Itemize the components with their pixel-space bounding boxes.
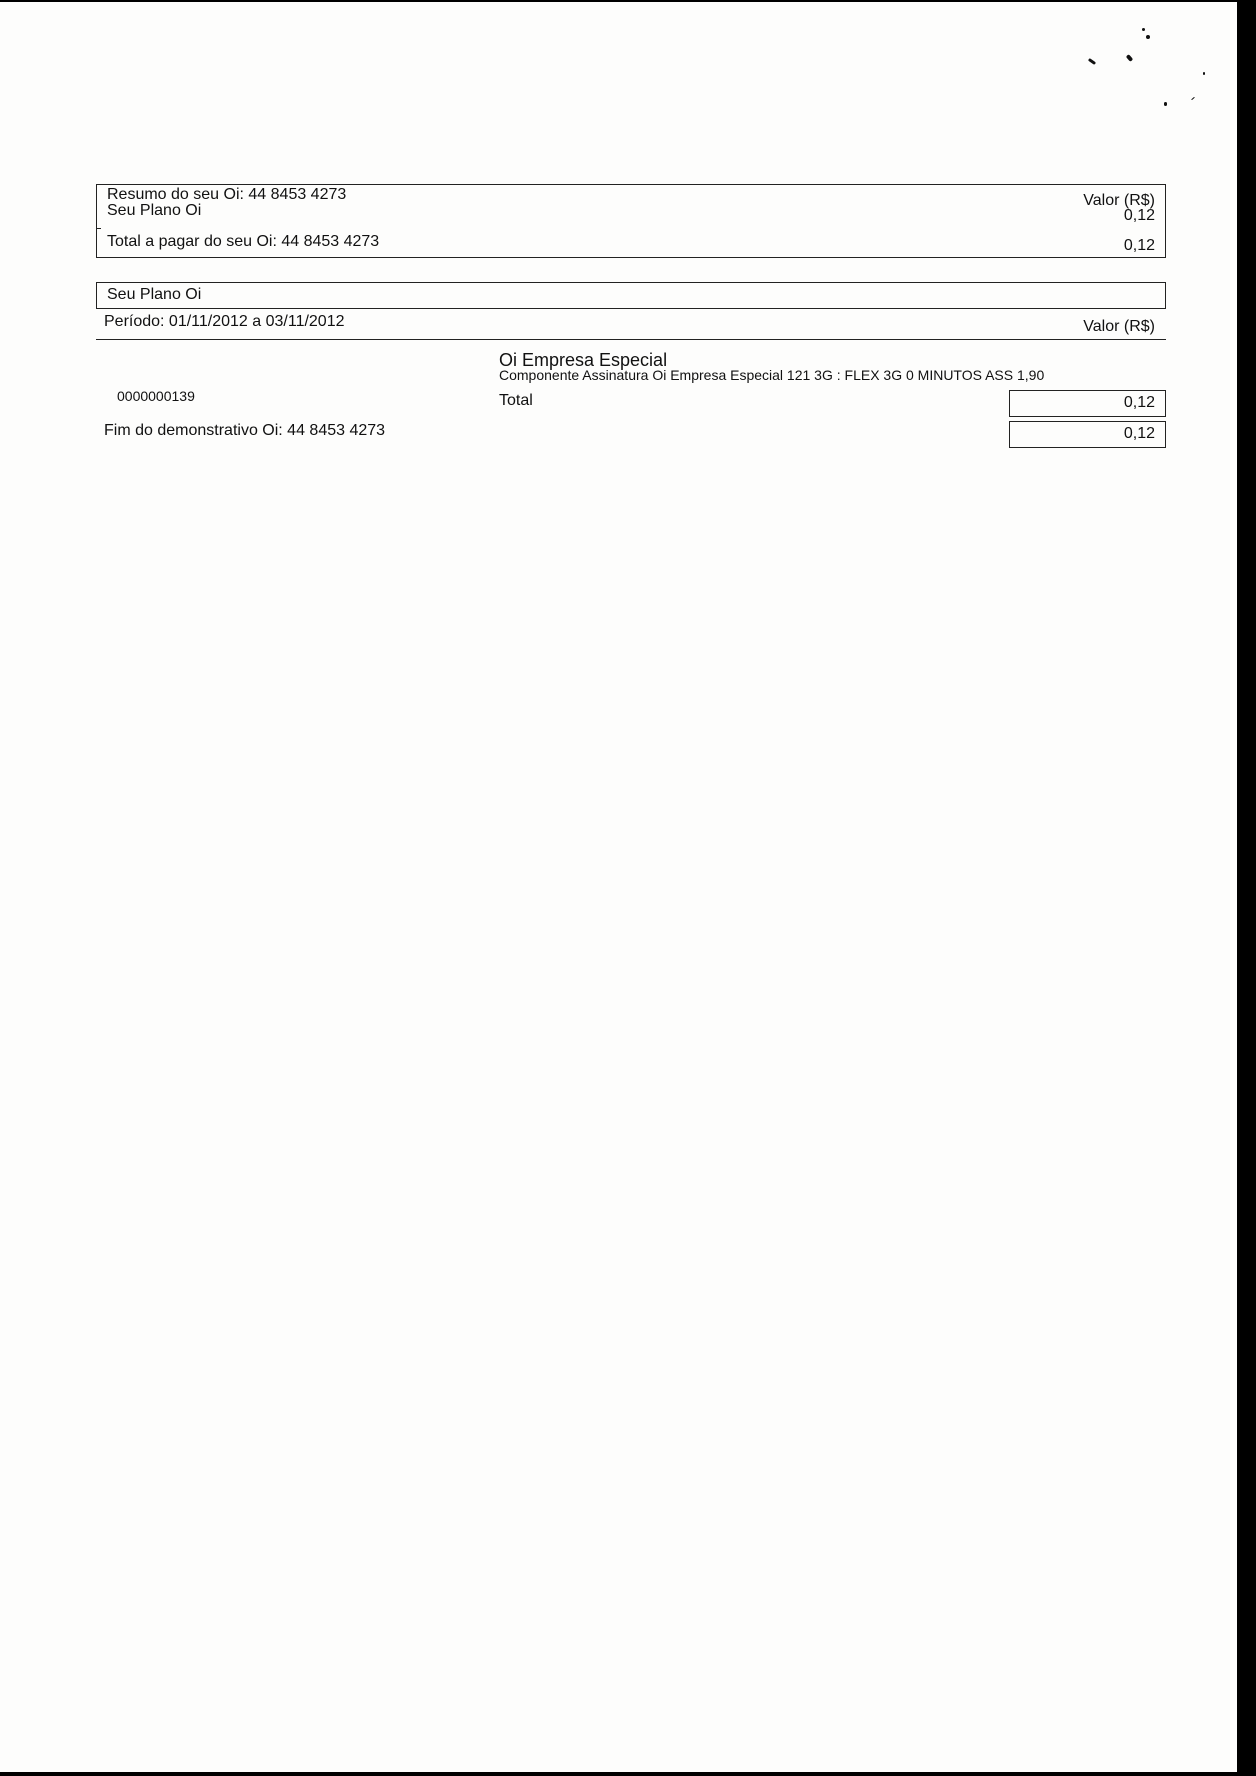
plan-section-title-box [96, 282, 1166, 309]
detail-total-label: Total [499, 392, 533, 409]
product-name: Oi Empresa Especial [499, 350, 668, 370]
scan-speck [1088, 58, 1096, 65]
scan-speck [1191, 97, 1195, 100]
scan-speck [1203, 72, 1205, 75]
summary-title: Resumo do seu Oi: 44 8453 4273 [107, 186, 347, 203]
scan-speck [1164, 102, 1167, 106]
plan-period: Período: 01/11/2012 a 03/11/2012 [104, 313, 345, 330]
summary-right-border [1165, 184, 1166, 258]
statement-end-label: Fim do demonstrativo Oi: 44 8453 4273 [104, 422, 386, 439]
scan-speck [1142, 28, 1145, 31]
summary-plan-label: Seu Plano Oi [107, 202, 202, 219]
summary-total-label: Total a pagar do seu Oi: 44 8453 4273 [107, 233, 380, 250]
plan-section-title: Seu Plano Oi [107, 286, 202, 303]
summary-top-border [96, 184, 1166, 185]
statement-end-value: 0,12 [1123, 425, 1155, 442]
plan-value-header: Valor (R$) [1083, 318, 1155, 335]
summary-bottom-border [96, 257, 1166, 258]
summary-value-header: Valor (R$) [1083, 192, 1155, 209]
scan-speck [1126, 54, 1134, 62]
invoice-page [0, 2, 1237, 1772]
summary-left-border [96, 184, 97, 258]
scan-speck [1146, 35, 1150, 39]
product-component: Componente Assinatura Oi Empresa Especial 121 3G : FLEX 3G 0 MINUTOS ASS 1,90 [499, 367, 1045, 383]
period-underline [96, 339, 1166, 340]
detail-total-value: 0,12 [1123, 394, 1155, 411]
summary-total-value: 0,12 [1123, 237, 1155, 254]
detail-code: 0000000139 [117, 388, 195, 404]
summary-divider [96, 228, 101, 229]
summary-plan-value: 0,12 [1123, 207, 1155, 224]
